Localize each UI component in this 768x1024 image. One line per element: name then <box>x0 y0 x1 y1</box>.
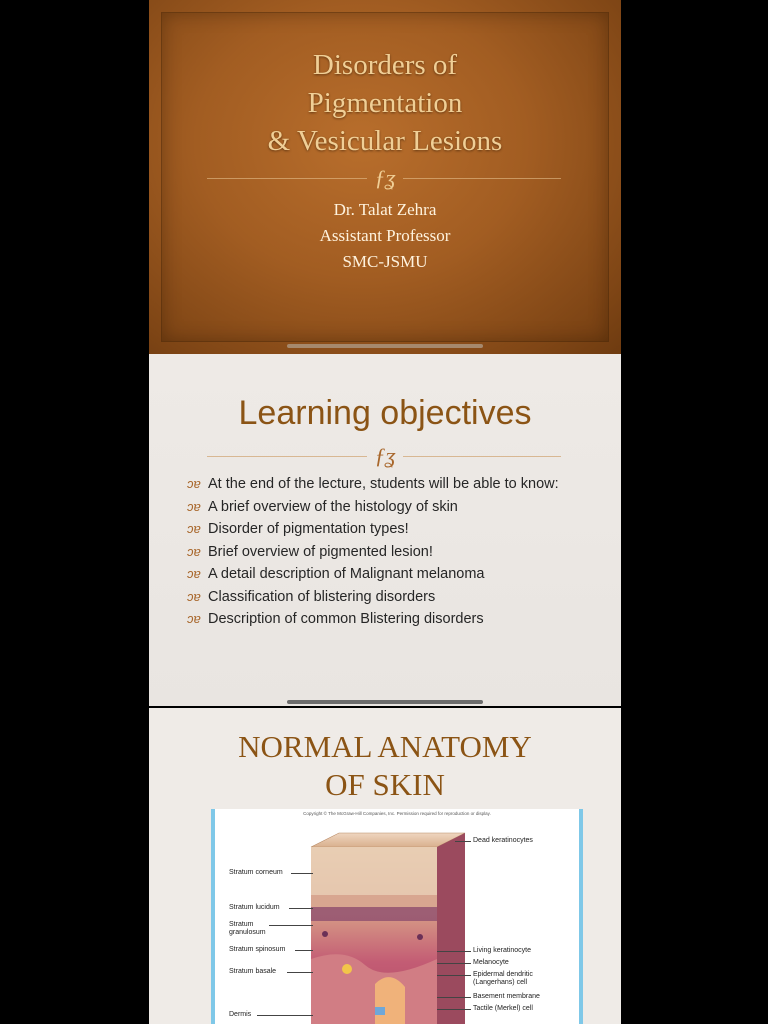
list-item <box>187 498 607 517</box>
leader-line <box>455 841 471 842</box>
author-affiliation: SMC-JSMU <box>342 252 428 271</box>
divider-right <box>403 456 561 457</box>
label-dead-keratinocytes: Dead keratinocytes <box>473 837 533 844</box>
leader-line <box>257 1015 313 1016</box>
slide-separator <box>287 344 483 348</box>
slide-skin-anatomy <box>149 708 621 1024</box>
label-melanocyte: Melanocyte <box>473 959 509 966</box>
list-item-text: At the end of the lecture, students will be able to know: <box>208 476 559 492</box>
objectives-list <box>187 475 607 633</box>
bullet-icon: ɔɐ <box>187 566 201 581</box>
slide-heading: Learning objectives <box>238 394 532 432</box>
list-item-text: A detail description of Malignant melanoma <box>208 566 485 582</box>
list-item-text: Description of common Blistering disorders <box>208 611 484 627</box>
list-item <box>187 475 607 494</box>
leader-line <box>437 1009 471 1010</box>
bullet-icon: ɔɐ <box>187 498 201 514</box>
label-merkel-cell: Tactile (Merkel) cell <box>473 1005 533 1012</box>
label-living-keratinocyte: Living keratinocyte <box>473 947 531 954</box>
label-stratum-corneum: Stratum corneum <box>229 869 283 876</box>
leader-line <box>437 975 471 976</box>
leader-line <box>269 925 313 926</box>
leader-line <box>437 951 471 952</box>
label-dermis: Dermis <box>229 1011 252 1018</box>
author-title: Assistant Professor <box>319 226 451 245</box>
leader-line <box>289 908 313 909</box>
bullet-icon: ɔɐ <box>187 611 201 626</box>
slide-separator <box>287 700 483 704</box>
label-stratum-basale: Stratum basale <box>229 968 277 975</box>
leader-line <box>287 972 313 973</box>
bullet-icon: ɔɐ <box>187 521 201 536</box>
slide-heading: NORMAL ANATOMY OF SKIN <box>238 729 532 802</box>
list-item-text: Brief overview of pigmented lesion! <box>208 543 433 560</box>
flourish-ornament: ƒʓ <box>374 443 396 468</box>
label-stratum-granulosum: Stratum granulosum <box>229 921 266 936</box>
flourish-ornament: ƒʓ <box>374 165 396 190</box>
leader-line <box>291 873 313 874</box>
list-item-text: Disorder of pigmentation types! <box>208 521 409 537</box>
document-viewer[interactable] <box>149 0 621 1024</box>
list-item <box>187 565 607 584</box>
skin-diagram <box>211 809 583 1024</box>
divider-right <box>403 178 561 179</box>
divider-left <box>207 178 367 179</box>
leader-line <box>437 997 471 998</box>
bullet-icon: ɔɐ <box>187 543 201 559</box>
label-basement-membrane: Basement membrane <box>473 993 540 1000</box>
slide-learning-objectives <box>149 354 621 706</box>
list-item <box>187 588 607 607</box>
list-item <box>187 543 607 562</box>
divider-left <box>207 456 367 457</box>
slide-title <box>149 0 621 354</box>
label-stratum-spinosum: Stratum spinosum <box>229 946 286 953</box>
leader-line <box>437 963 471 964</box>
bullet-icon: ɔɐ <box>187 588 201 604</box>
author-name: Dr. Talat Zehra <box>333 200 437 219</box>
leader-line <box>295 950 313 951</box>
presentation-title: Disorders of Pigmentation & Vesicular Lesions <box>267 49 503 157</box>
list-item-text: Classification of blistering disorders <box>208 588 436 605</box>
list-item-text: A brief overview of the histology of skin <box>208 498 458 515</box>
list-item <box>187 520 607 539</box>
label-langerhans-cell: Epidermal dendritic (Langerhans) cell <box>473 971 533 986</box>
list-item <box>187 610 607 629</box>
figure-copyright: Copyright © The McGraw-Hill Companies, Inc. Permission required for reproduction or display. <box>303 811 491 816</box>
label-stratum-lucidum: Stratum lucidum <box>229 904 280 911</box>
bullet-icon: ɔɐ <box>187 476 201 491</box>
